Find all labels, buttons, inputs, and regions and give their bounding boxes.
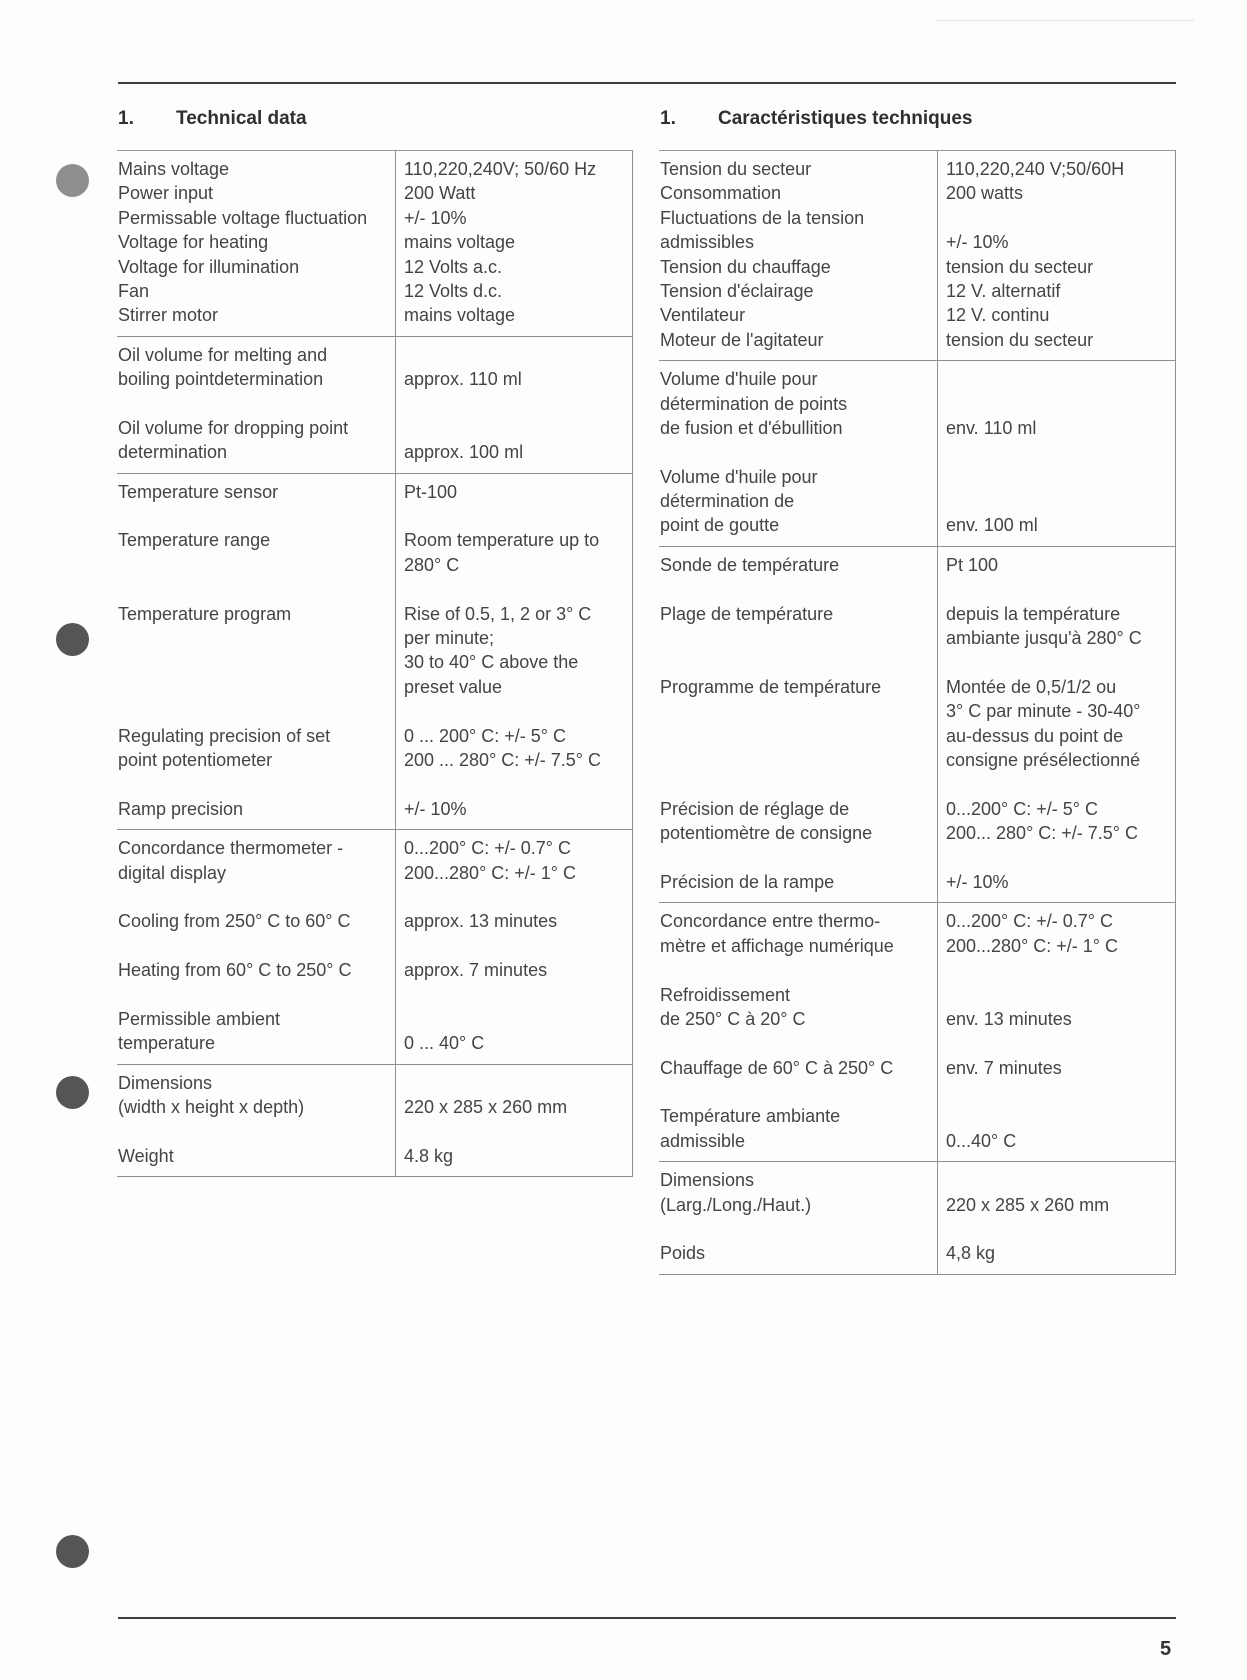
- spec-value: tension du secteur: [946, 256, 1094, 277]
- punch-hole: [56, 164, 89, 197]
- spec-value: Pt 100: [946, 554, 999, 575]
- spec-label: Précision de la rampe: [660, 871, 835, 892]
- spec-label: Voltage for heating: [118, 232, 269, 253]
- spec-labels: [659, 361, 937, 546]
- spec-label: de fusion et d'ébullition: [660, 417, 843, 438]
- spec-labels: [659, 547, 937, 902]
- section-heading-french: [660, 108, 972, 130]
- spacer: [118, 504, 395, 528]
- spec-label: Ramp precision: [118, 798, 244, 819]
- spacer: [118, 577, 395, 601]
- spec-group: [659, 361, 1176, 547]
- spec-value: 12 V. alternatif: [946, 280, 1061, 301]
- spec-labels: [659, 1162, 937, 1274]
- spec-label: admissibles: [660, 232, 755, 253]
- spec-labels: [117, 1065, 395, 1177]
- spec-values: [395, 474, 633, 829]
- spec-value: 200 Watt: [404, 183, 476, 204]
- spec-group: [117, 830, 633, 1065]
- spec-value: 200 ... 280° C: +/- 7.5° C: [404, 749, 601, 770]
- spec-value: mains voltage: [404, 305, 516, 326]
- spec-label: Plage de température: [660, 603, 834, 624]
- spec-label: Permissible ambient: [118, 1008, 281, 1029]
- spacer: [946, 440, 1175, 464]
- spec-label: Temperature sensor: [118, 481, 279, 502]
- spacer: [404, 1119, 632, 1143]
- spec-value: approx. 13 minutes: [404, 911, 558, 932]
- spec-value: env. 100 ml: [946, 515, 1038, 536]
- spec-value: approx. 100 ml: [404, 442, 524, 463]
- spacer: [118, 392, 395, 416]
- spec-label: Dimensions: [660, 1170, 755, 1191]
- spec-value: Room temperature up to: [404, 530, 600, 551]
- spacer: [404, 504, 632, 528]
- spacer: [118, 699, 395, 723]
- technical-data-table-french: [659, 150, 1176, 1275]
- spacer: [118, 626, 395, 650]
- spacer: [404, 934, 632, 958]
- spec-value: approx. 7 minutes: [404, 960, 548, 981]
- spec-value: 200... 280° C: +/- 7.5° C: [946, 823, 1138, 844]
- spec-value: 200...280° C: +/- 1° C: [404, 862, 576, 883]
- spacer: [946, 392, 1175, 416]
- section-title: Caractéristiques techniques: [718, 108, 973, 129]
- spec-value: per minute;: [404, 628, 495, 649]
- spec-value: depuis la température: [946, 603, 1121, 624]
- spec-label: Voltage for illumination: [118, 256, 300, 277]
- spec-value: 12 Volts a.c.: [404, 256, 503, 277]
- spec-label: (width x height x depth): [118, 1097, 305, 1118]
- spec-label: Tension du secteur: [660, 159, 812, 179]
- spec-group: [659, 151, 1176, 361]
- spec-label: Précision de réglage de: [660, 798, 850, 819]
- spec-group: [117, 1065, 633, 1178]
- spec-labels: [659, 903, 937, 1161]
- spec-label: détermination de: [660, 491, 795, 512]
- spacer: [404, 343, 632, 367]
- spec-value: 0...200° C: +/- 0.7° C: [946, 911, 1113, 932]
- spec-value: 280° C: [404, 554, 460, 575]
- spec-group: [117, 474, 633, 830]
- spec-label: Temperature program: [118, 603, 292, 624]
- spacer: [404, 699, 632, 723]
- spec-label: Programme de température: [660, 676, 882, 697]
- spec-label: Ventilateur: [660, 305, 746, 326]
- spacer: [118, 553, 395, 577]
- spec-value: mains voltage: [404, 232, 516, 253]
- spec-label: Volume d'huile pour: [660, 466, 818, 487]
- spacer: [660, 772, 937, 796]
- spec-labels: [117, 830, 395, 1064]
- spec-label: boiling pointdetermination: [118, 369, 324, 390]
- spacer: [946, 983, 1175, 1007]
- page-number: 5: [1160, 1638, 1172, 1660]
- spec-value: 220 x 285 x 260 mm: [946, 1194, 1110, 1215]
- footer-rule: [118, 1617, 1176, 1619]
- spacer: [404, 577, 632, 601]
- spacer: [946, 772, 1175, 796]
- spec-values: [937, 151, 1176, 360]
- spacer: [660, 440, 937, 464]
- spec-labels: [117, 337, 395, 473]
- spec-labels: [117, 151, 395, 336]
- spec-label: Permissable voltage fluctuation: [118, 207, 368, 228]
- spec-label: Dimensions: [118, 1072, 213, 1093]
- spacer: [118, 983, 395, 1007]
- spec-label: temperature: [118, 1033, 216, 1054]
- spec-value: consigne présélectionné: [946, 749, 1141, 770]
- spec-value: 0...40° C: [946, 1130, 1017, 1151]
- spec-label: admissible: [660, 1130, 746, 1151]
- spec-value: env. 7 minutes: [946, 1057, 1062, 1078]
- spec-label: Weight: [118, 1145, 174, 1166]
- spacer: [660, 748, 937, 772]
- spec-value: 220 x 285 x 260 mm: [404, 1097, 568, 1118]
- header-rule: [118, 82, 1176, 84]
- spacer: [118, 772, 395, 796]
- spacer: [118, 1119, 395, 1143]
- spacer: [404, 416, 632, 440]
- spec-group: [659, 903, 1176, 1162]
- spec-label: Consommation: [660, 183, 782, 204]
- spec-label: Moteur de l'agitateur: [660, 329, 824, 350]
- spacer: [404, 392, 632, 416]
- spacer: [660, 846, 937, 870]
- spec-values: [395, 151, 633, 336]
- spec-label: Heating from 60° C to 250° C: [118, 960, 352, 981]
- spacer: [946, 367, 1175, 391]
- spacer: [404, 885, 632, 909]
- spec-label: Concordance entre thermo-: [660, 911, 881, 932]
- spacer: [660, 958, 937, 982]
- spacer: [946, 846, 1175, 870]
- spacer: [404, 1007, 632, 1031]
- spec-value: 30 to 40° C above the: [404, 652, 579, 673]
- spec-label: Mains voltage: [118, 159, 230, 179]
- spec-value: tension du secteur: [946, 329, 1094, 350]
- section-number: 1.: [660, 108, 676, 129]
- spec-group: [659, 1162, 1176, 1275]
- spec-label: potentiomètre de consigne: [660, 823, 873, 844]
- spacer: [660, 1080, 937, 1104]
- spec-label: Power input: [118, 183, 214, 204]
- section-number: 1.: [118, 108, 134, 129]
- spacer: [946, 206, 1175, 230]
- technical-data-table-english: [117, 150, 633, 1177]
- spacer: [946, 1080, 1175, 1104]
- spec-value: +/- 10%: [946, 871, 1009, 892]
- spec-labels: [659, 151, 937, 360]
- spec-value: preset value: [404, 676, 503, 697]
- spacer: [946, 958, 1175, 982]
- spec-value: 200 watts: [946, 183, 1024, 204]
- spec-label: Tension d'éclairage: [660, 280, 814, 301]
- spec-label: Cooling from 250° C to 60° C: [118, 911, 351, 932]
- spec-label: Volume d'huile pour: [660, 369, 818, 390]
- spec-label: point potentiometer: [118, 749, 273, 770]
- spec-label: Oil volume for melting and: [118, 344, 328, 365]
- spec-label: Concordance thermometer -: [118, 838, 344, 859]
- section-title: Technical data: [176, 108, 307, 129]
- spec-value: Montée de 0,5/1/2 ou: [946, 676, 1117, 697]
- spacer: [118, 885, 395, 909]
- spacer: [404, 1071, 632, 1095]
- spec-value: 12 Volts d.c.: [404, 280, 503, 301]
- spacer: [118, 934, 395, 958]
- spec-label: point de goutte: [660, 515, 780, 536]
- spec-label: Fan: [118, 280, 150, 301]
- punch-hole: [56, 1535, 89, 1568]
- spacer: [946, 650, 1175, 674]
- spacer: [946, 1031, 1175, 1055]
- spacer: [946, 1104, 1175, 1128]
- spec-value: approx. 110 ml: [404, 369, 522, 390]
- spec-values: [395, 830, 633, 1064]
- spec-value: Pt-100: [404, 481, 458, 502]
- spec-value: +/- 10%: [404, 207, 467, 228]
- spec-label: Chauffage de 60° C à 250° C: [660, 1057, 894, 1078]
- spec-values: [937, 903, 1176, 1161]
- spec-value: 4,8 kg: [946, 1243, 996, 1264]
- spec-label: Refroidissement: [660, 984, 791, 1005]
- spec-value: ambiante jusqu'à 280° C: [946, 628, 1142, 649]
- spec-label: de 250° C à 20° C: [660, 1008, 806, 1029]
- spec-value: 110,220,240V; 50/60 Hz: [404, 159, 597, 179]
- spec-labels: [117, 474, 395, 829]
- scan-artifact-line: [936, 20, 1194, 21]
- spacer: [660, 1217, 937, 1241]
- spec-label: Regulating precision of set: [118, 725, 331, 746]
- spacer: [660, 1031, 937, 1055]
- spacer: [660, 724, 937, 748]
- spacer: [946, 489, 1175, 513]
- spec-value: 0 ... 40° C: [404, 1033, 485, 1054]
- spec-values: [937, 547, 1176, 902]
- spec-value: au-dessus du point de: [946, 725, 1124, 746]
- spec-label: Tension du chauffage: [660, 256, 831, 277]
- spec-group: [117, 151, 633, 337]
- spacer: [404, 772, 632, 796]
- section-heading-english: [118, 108, 307, 130]
- spec-value: +/- 10%: [404, 798, 467, 819]
- spec-value: env. 13 minutes: [946, 1008, 1072, 1029]
- spec-value: 0 ... 200° C: +/- 5° C: [404, 725, 566, 746]
- spec-value: 4.8 kg: [404, 1145, 454, 1166]
- spec-label: Poids: [660, 1243, 706, 1264]
- spec-group: [659, 547, 1176, 903]
- spec-value: 0...200° C: +/- 5° C: [946, 798, 1098, 819]
- spec-value: +/- 10%: [946, 232, 1009, 253]
- spec-label: mètre et affichage numérique: [660, 935, 894, 956]
- spec-label: Stirrer motor: [118, 305, 219, 326]
- spec-label: détermination de points: [660, 393, 848, 414]
- punch-hole: [56, 1076, 89, 1109]
- spacer: [660, 650, 937, 674]
- spacer: [660, 577, 937, 601]
- spec-label: Température ambiante: [660, 1106, 841, 1127]
- spec-value: Rise of 0.5, 1, 2 or 3° C: [404, 603, 592, 624]
- spec-value: 200...280° C: +/- 1° C: [946, 935, 1118, 956]
- spec-label: Temperature range: [118, 530, 271, 551]
- spacer: [118, 650, 395, 674]
- spacer: [946, 577, 1175, 601]
- spec-label: Oil volume for dropping point: [118, 417, 349, 438]
- spec-label: determination: [118, 442, 228, 463]
- spacer: [404, 983, 632, 1007]
- punch-hole: [56, 623, 89, 656]
- spacer: [660, 626, 937, 650]
- spec-values: [395, 337, 633, 473]
- spec-label: Fluctuations de la tension: [660, 207, 865, 228]
- spacer: [118, 675, 395, 699]
- spec-value: 110,220,240 V;50/60H: [946, 159, 1125, 179]
- spec-group: [117, 337, 633, 474]
- spec-value: 12 V. continu: [946, 305, 1050, 326]
- spec-values: [937, 1162, 1176, 1274]
- spec-label: (Larg./Long./Haut.): [660, 1194, 812, 1215]
- spacer: [946, 1168, 1175, 1192]
- spacer: [660, 699, 937, 723]
- spec-value: 3° C par minute - 30-40°: [946, 701, 1141, 722]
- spec-value: env. 110 ml: [946, 417, 1037, 438]
- spec-value: 0...200° C: +/- 0.7° C: [404, 838, 571, 859]
- spacer: [946, 465, 1175, 489]
- spec-label: Sonde de température: [660, 554, 840, 575]
- spec-values: [937, 361, 1176, 546]
- spacer: [946, 1217, 1175, 1241]
- spec-values: [395, 1065, 633, 1177]
- spec-label: digital display: [118, 862, 227, 883]
